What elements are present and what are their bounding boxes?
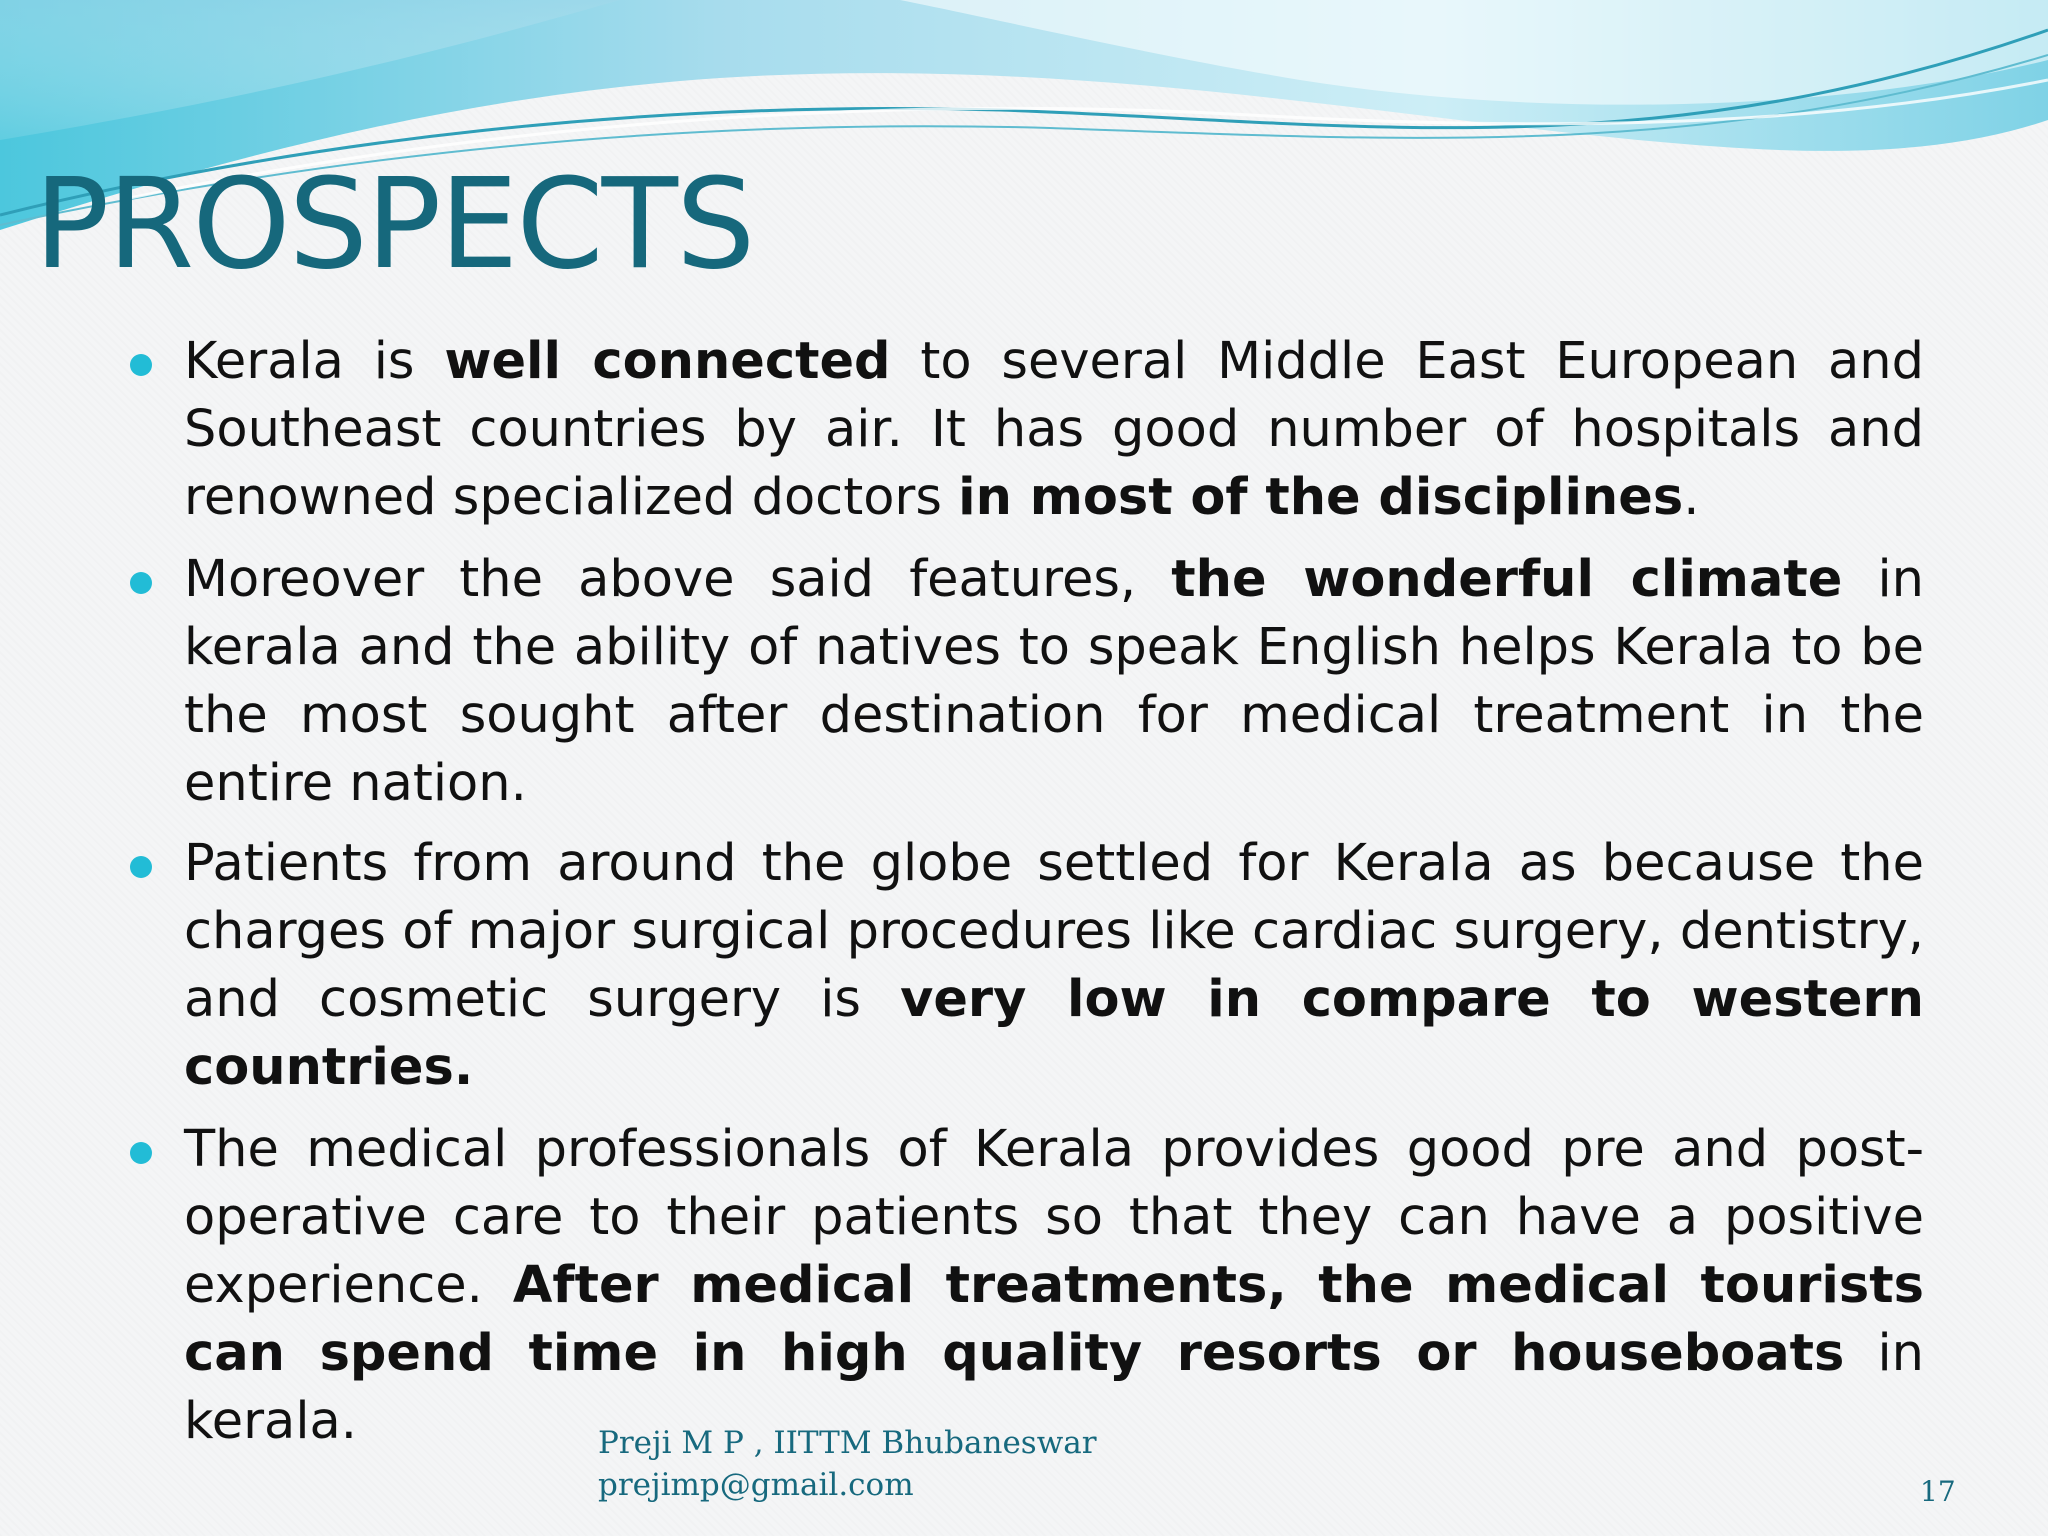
bullet-text-bold: very low in compare to western countries. — [184, 970, 1924, 1097]
footer-email: prejimp@gmail.com — [598, 1467, 914, 1503]
bullet-text — [184, 834, 1924, 1097]
bullet-text-run: in kerala. — [184, 1324, 1924, 1451]
bullet-text-run: in kerala and the ability of natives to speak English helps Kerala to be the most sought after destination for medical treatment in the entire nation. — [184, 550, 1924, 813]
bullet-list — [184, 328, 1924, 1470]
bullet-dot-icon — [130, 1142, 152, 1164]
bullet-text — [184, 1120, 1924, 1451]
bullet-text — [184, 550, 1924, 813]
bullet-text-run: to several Middle East European and Southeast countries by air. It has good number of hospitals and renowned specialized doctors — [184, 332, 1925, 527]
bullet-text-bold: After medical treatments, the medical tourists can spend time in high quality resorts or houseboats — [184, 1256, 1924, 1383]
bullet-text-bold: in most of the disciplines — [958, 468, 1684, 527]
bullet-item — [184, 1116, 1924, 1456]
bullet-item — [184, 546, 1924, 818]
bullet-dot-icon — [130, 856, 152, 878]
bullet-text-run: Moreover the above said features, — [184, 550, 1172, 609]
bullet-text-run: Patients from around the globe settled for Kerala as because the charges of major surgical procedures like cardiac surgery, dentistry, and cosmetic surgery is — [184, 834, 1924, 1029]
bullet-text-run: Kerala is — [184, 332, 445, 391]
bullet-item — [184, 328, 1924, 532]
bullet-text — [184, 332, 1924, 527]
slide-footer — [598, 1422, 1097, 1506]
bullet-item — [184, 830, 1924, 1102]
bullet-text-run: . — [1683, 468, 1700, 527]
footer-author: Preji M P , IITTM Bhubaneswar — [598, 1425, 1097, 1461]
bullet-dot-icon — [130, 572, 152, 594]
bullet-dot-icon — [130, 354, 152, 376]
bullet-text-bold: well connected — [444, 332, 891, 391]
page-number: 17 — [1920, 1475, 1956, 1508]
bullet-text-bold: the wonderful climate — [1171, 550, 1843, 609]
bullet-text-run: The medical professionals of Kerala provides good pre and post-operative care to their patients so that they can have a positive experience. — [184, 1120, 1924, 1315]
slide-title: PROSPECTS — [34, 152, 754, 297]
